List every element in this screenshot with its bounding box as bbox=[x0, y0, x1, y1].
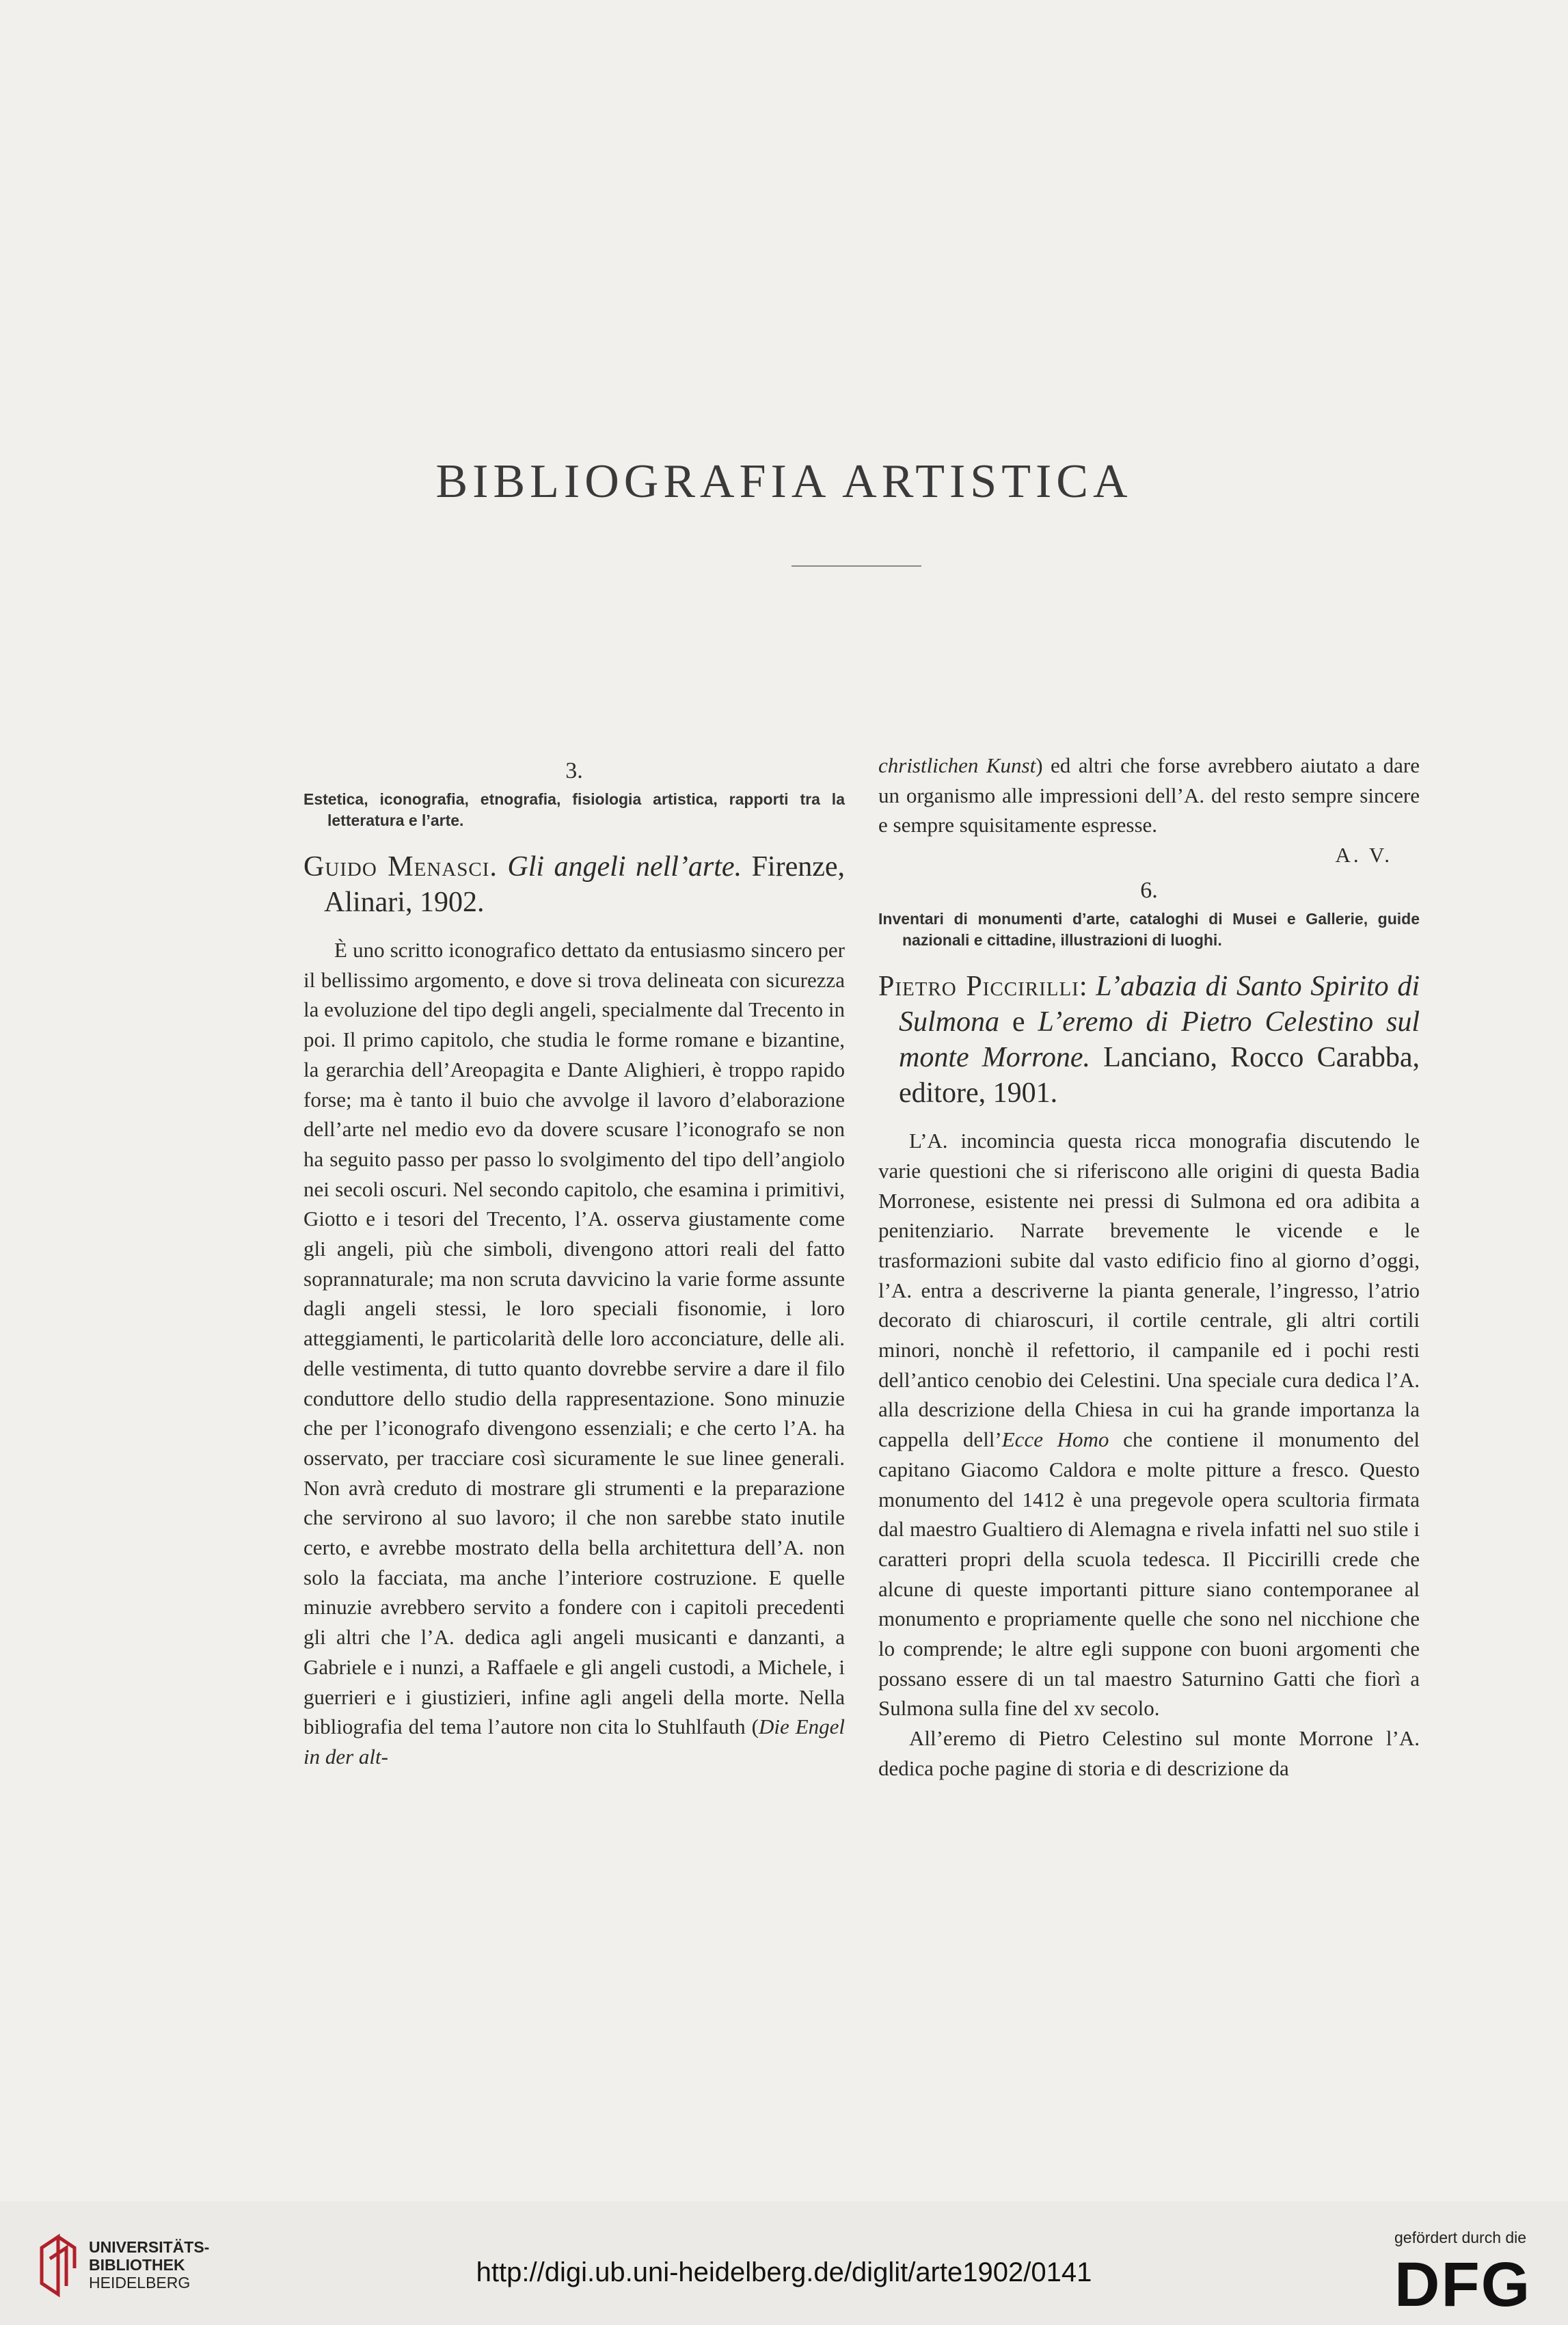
review-continuation bbox=[878, 751, 1420, 840]
section-heading: Estetica, iconografia, etnografia, fisiologia artistica, rapporti tra la letteratura e l’arte. bbox=[303, 790, 845, 829]
page-title: BIBLIOGRAFIA ARTISTICA bbox=[435, 455, 1133, 508]
paragraph-text: È uno scritto iconografico dettato da entusiasmo sincero per il bellissimo argomento, e dove si trova delineata con sicurezza la evoluzione del tipo degli angeli, specialmente dal Trecento in poi. Il primo capitolo, che studia le forme romane e bizantine, la gerarchia dell’Areopagita e Dante Alighieri, è troppo rapido forse; ma è tanto il buio che avvolge il lavoro d’elaborazione dell’arte nel medio evo da dovere scusare l’iconografo se non ha seguito passo per passo lo svolgimento del tipo dell’angiolo nei secoli oscuri. Nel secondo capitolo, che esamina i primitivi, Giotto e i tesori del Trecento, l’A. osserva giustamente come gli angeli, più che simboli, divengono attori reali del fatto soprannaturale; ma non scruta davvicino la varie forme assunte dagli angeli stessi, le loro speciali fisonomie, i loro atteggiamenti, le particolarità delle loro acconciature, delle ali. delle vestimenta, di tutto quanto dovrebbe servire a dare il filo conduttore dello studio della rappresentazione. Sono minuzie che per l’iconografo divengono essenziali; e che certo l’A. ha osservato, per tracciare così sicuramente le sue linee generali. Non avrà creduto di mostrare gli strumenti e la preparazione che servirono al suo lavoro; il che non sarebbe stato inutile certo, e avrebbe mostrato della bella architettura dell’A. non solo la facciata, ma anche l’interiore costruzione. E quelle minuzie avrebbero servito a fondere con i capitoli precedenti gli altri che l’A. dedica agli angeli musicanti e danzanti, a Gabriele e i nunzi, a Raffaele e gli angeli custodi, a Michele, i guerrieri e i giustizieri, infine agli angeli della morte. Nella bibliografia del tema l’autore non cita lo Stuhlfauth ( bbox=[303, 938, 845, 1739]
entry-publisher: Lanciano, Rocco Carabba, editore, 1901. bbox=[899, 1042, 1420, 1110]
funder-label: gefördert durch die bbox=[1394, 2229, 1527, 2246]
title-divider bbox=[792, 565, 921, 567]
paragraph bbox=[303, 935, 845, 1772]
entry-author: Pietro Piccirilli bbox=[878, 971, 1079, 1003]
paragraph-text: L’A. incomincia questa ricca monografia discutendo le varie questioni che si riferiscono alle origini di questa Badia Morronese, esistente nei pressi di Sulmona ed ora adibita a penitenziario. Narrate brevemente le vicende e le trasformazioni subite dal vasto edificio fino al giorno d’oggi, l’A. entra a descriverne la pianta generale, l’ingresso, l’atrio decorato di chiaroscuri, il cortile centrale, gli altri cortili minori, nonchè il refettorio, il campanile ed i pochi resti dell’antico cenobio dei Celestini. Una speciale cura dedica l’A. alla descrizione della Chiesa in cui ha grande importanza la cappella dell’ bbox=[878, 1129, 1420, 1452]
italic-citation: Die Engel in der alt- bbox=[303, 1715, 845, 1769]
reviewer-signature: A. V. bbox=[1335, 843, 1392, 868]
entry-author: Guido Menasci. bbox=[303, 851, 498, 883]
permalink-url[interactable]: http://digi.ub.uni-heidelberg.de/diglit/arte1902/0141 bbox=[476, 2257, 1092, 2287]
section-number: 3. bbox=[565, 758, 583, 783]
dfg-logo: DFG bbox=[1394, 2250, 1532, 2320]
section-heading: Inventari di monumenti d’arte, cataloghi di Musei e Gallerie, guide nazionali e cittadine, illustrazioni di luoghi. bbox=[878, 910, 1420, 950]
bibliography-entry: Pietro Piccirilli: L’abazia di Santo Spirito di Sulmona e L’eremo di Pietro Celestino sul monte Morrone. Lanciano, Rocco Carabba, editore, 1901. bbox=[878, 971, 1420, 1110]
entry-conjunction: e bbox=[1012, 1006, 1025, 1038]
paragraph bbox=[878, 751, 1420, 840]
paragraph-text: ) ed altri che forse avrebbero aiutato a dare un organismo alle impressioni dell’A. del resto sempre sincere e sempre squisitamente espresse. bbox=[878, 753, 1420, 837]
footer-bar bbox=[0, 2201, 1568, 2325]
paragraph: All’eremo di Pietro Celestino sul monte Morrone l’A. dedica poche pagine di storia e di descrizione da bbox=[878, 1726, 1420, 1780]
section-number: 6. bbox=[1140, 878, 1158, 904]
review-text bbox=[878, 1126, 1420, 1783]
italic-citation: christlichen Kunst bbox=[878, 753, 1036, 777]
italic-citation: Ecce Homo bbox=[1001, 1427, 1109, 1452]
entry-title: Gli angeli nell’arte. bbox=[507, 851, 742, 883]
bibliography-entry bbox=[303, 849, 845, 920]
paragraph-text: che contiene il monumento del capitano Giacomo Caldora e molte pitture a fresco. Questo monumento del 1412 è una pregevole opera scultoria firmata dal maestro Gualtiero di Alemagna e rivela infatti nel suo stile i caratteri propri della scuola tedesca. Il Piccirilli crede che alcune di queste importanti pitture siano contemporanee al monumento e propriamente quelle che sono nel nicchione che lo comprende; le altre egli suppone con buoni argomenti che possano essere di un tal maestro Saturnino Gatti che fiorì a Sulmona sulla fine del xv secolo. bbox=[878, 1427, 1420, 1721]
right-column bbox=[878, 751, 1420, 1784]
entry-title-second: L’eremo di Pietro Celestino sul monte Morrone. bbox=[899, 1006, 1420, 1074]
paragraph bbox=[878, 1126, 1420, 1723]
review-text bbox=[303, 935, 845, 1772]
entry-title: L’abazia di Santo Spirito di Sulmona bbox=[899, 971, 1420, 1038]
entry-publisher: Firenze, Alinari, 1902. bbox=[324, 851, 846, 918]
library-name: UNIVERSITÄTS- BIBLIOTHEK HEIDELBERG bbox=[89, 2238, 210, 2292]
left-column bbox=[303, 751, 845, 1772]
